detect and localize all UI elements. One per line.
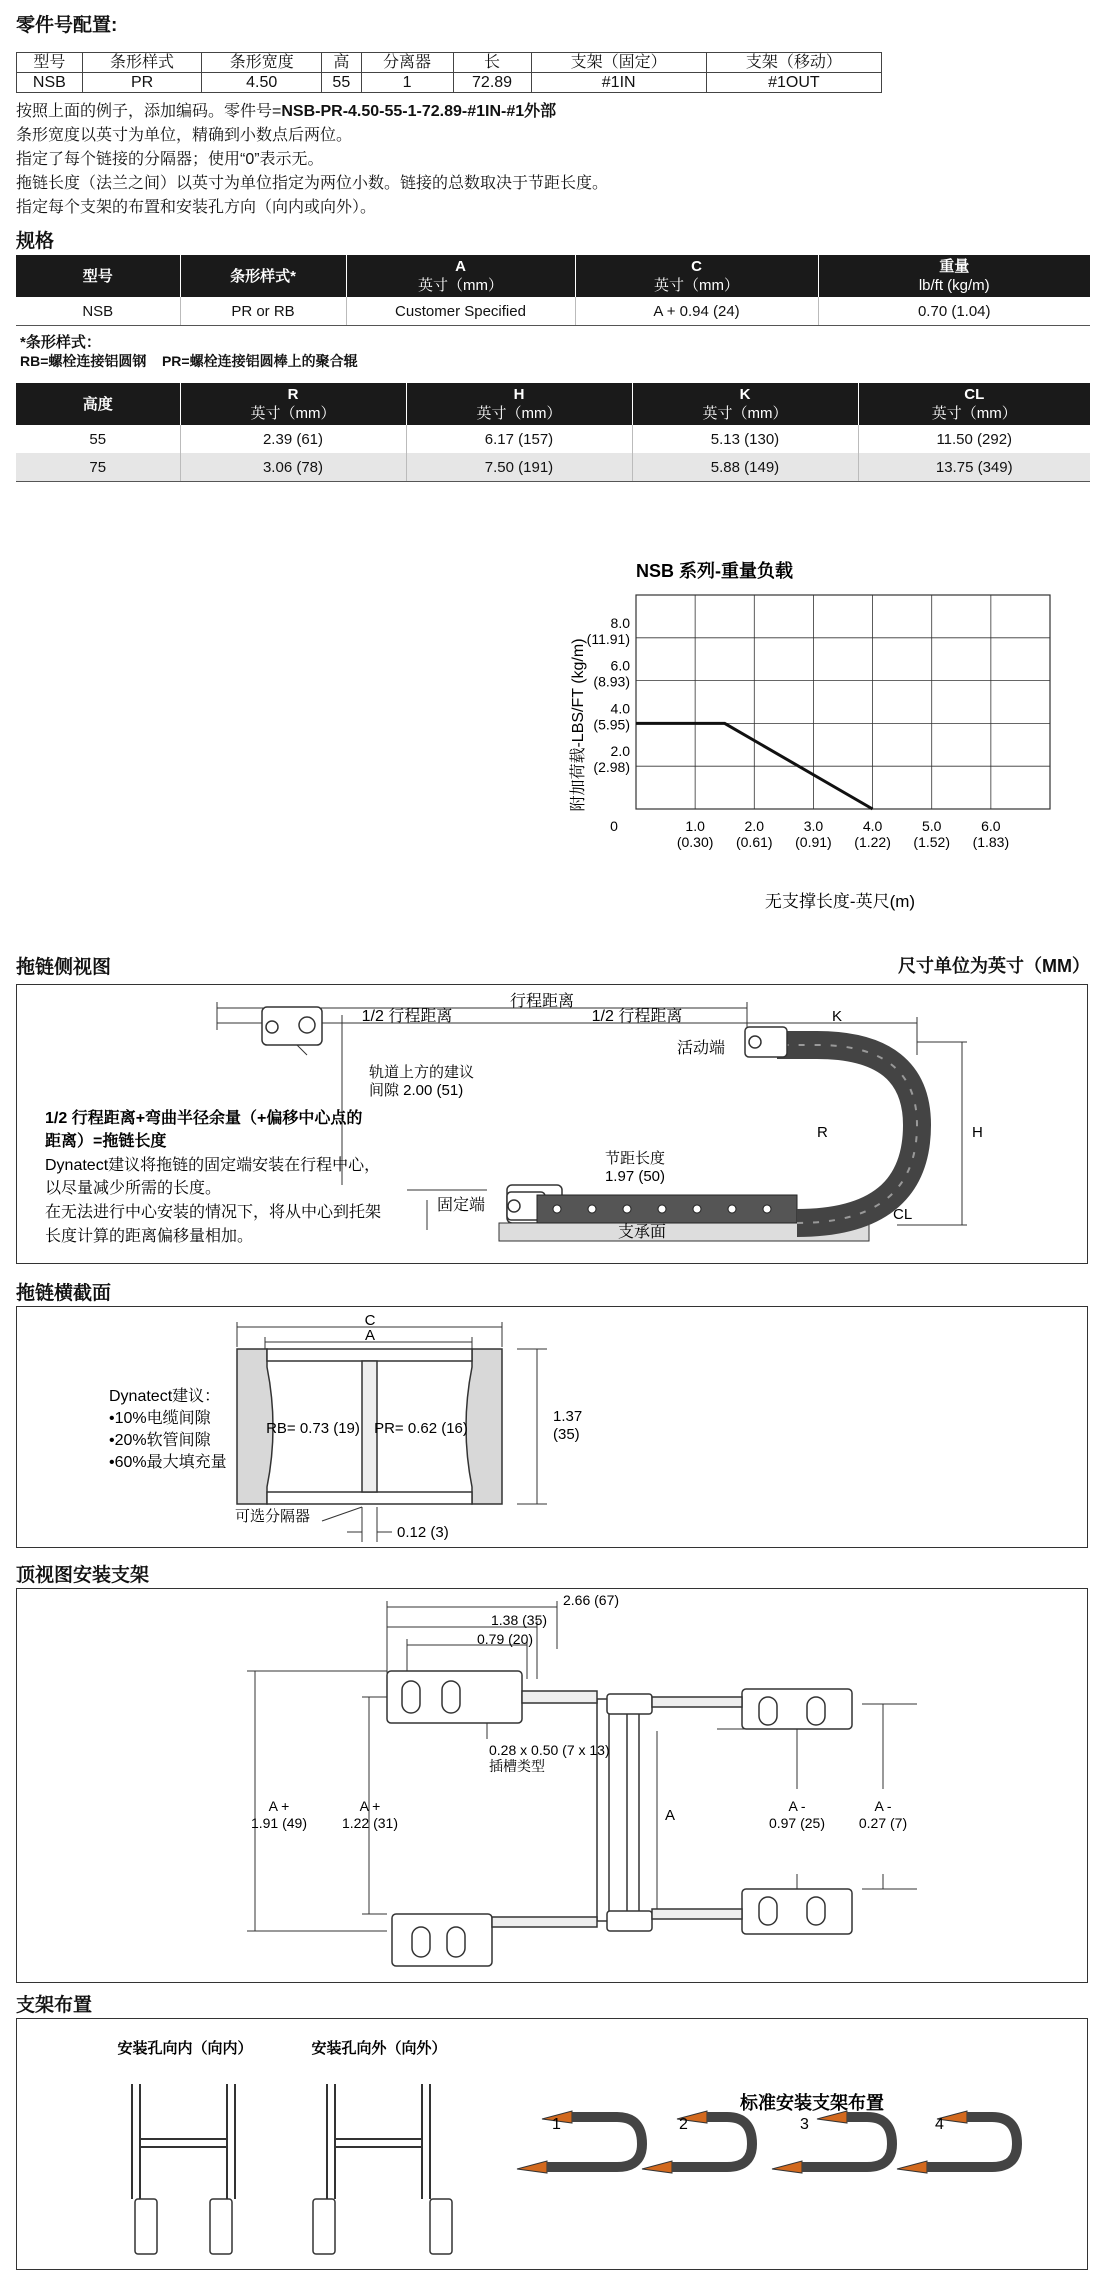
x-tick-label: 4.0 xyxy=(862,818,883,834)
pn-note-1: 条形宽度以英寸为单位，精确到小数点后两位。 xyxy=(16,127,353,144)
pn-value-7: #1OUT xyxy=(706,73,881,93)
chart-x-label: 无支撑长度-英尺(m) xyxy=(764,892,916,911)
k-label: K xyxy=(831,1008,843,1025)
pn-header-6: 支架（固定） xyxy=(531,53,706,73)
clearance-label-2: 间隙 2.00 (51) xyxy=(369,1082,464,1099)
dim-1-38: 1.38 (35) xyxy=(491,1612,548,1628)
bracket-layout-diagram xyxy=(17,2019,1087,2269)
spec1-header-4: 重量 lb/ft (kg/m) xyxy=(818,255,1090,297)
clearance-label-1: 轨道上方的建议 xyxy=(369,1064,475,1081)
spec-table-2 xyxy=(16,383,1090,482)
y-tick-label: 6.0 xyxy=(610,657,630,674)
cross-section-box xyxy=(16,1306,1088,1548)
spec2-cell: 3.06 (78) xyxy=(180,453,406,482)
part-number-heading: 零件号配置: xyxy=(16,15,118,36)
layout-number-2: 2 xyxy=(679,2116,688,2133)
chart-y-label: 附加荷载-LBS/FT (kg/m) xyxy=(570,638,587,812)
spec1-header-1: 条形样式* xyxy=(180,255,346,297)
cl-label: CL xyxy=(893,1206,913,1223)
specs-heading: 规格 xyxy=(16,231,55,252)
spec2-header-1: R 英寸（mm） xyxy=(180,383,406,425)
side-view-heading: 拖链侧视图 xyxy=(16,957,112,978)
spec1-cell: 0.70 (1.04) xyxy=(818,297,1090,326)
spec2-row xyxy=(16,425,1090,453)
pn-value-1: PR xyxy=(82,73,202,93)
r-label: R xyxy=(817,1124,828,1141)
moving-end-label: 活动端 xyxy=(677,1040,726,1057)
origin-label: 0 xyxy=(610,818,618,834)
slot-type-label: 插槽类型 xyxy=(489,1758,545,1774)
pn-note-2: 指定了每个链接的分隔器；使用“0”表示无。 xyxy=(16,151,324,168)
rec-item-hose: •20%软管间隙 xyxy=(109,1432,211,1449)
pn-value-6: #1IN xyxy=(531,73,706,93)
x-tick-sublabel: (1.22) xyxy=(854,834,891,850)
separator-width-label: 0.12 (3) xyxy=(397,1524,449,1541)
pn-value-5: 72.89 xyxy=(453,73,531,93)
bar-style-note: RB=螺栓连接铝圆钢 PR=螺栓连接铝圆棒上的聚合辊 xyxy=(20,353,358,369)
bracket-layout-heading: 支架布置 xyxy=(16,1995,93,2016)
layout-number-3: 3 xyxy=(800,2116,809,2133)
spec2-header-3: K 英寸（mm） xyxy=(632,383,858,425)
spec2-cell: 5.88 (149) xyxy=(632,453,858,482)
spec2-cell: 6.17 (157) xyxy=(406,425,632,453)
pn-note-0: 按照上面的例子，添加编码。零件号=NSB-PR-4.50-55-1-72.89-#1IN-#1外部 xyxy=(16,103,557,120)
pitch-label-1: 节距长度 xyxy=(604,1150,666,1167)
pn-note-3: 拖链长度（法兰之间）以英寸为单位指定为两位小数。链接的总数取决于节距长度。 xyxy=(16,175,609,192)
travel-distance-label: 行程距离 xyxy=(509,993,575,1010)
pr-label: PR= 0.62 (16) xyxy=(374,1420,468,1437)
support-surface-label: 支承面 xyxy=(617,1224,667,1241)
spec1-row xyxy=(16,297,1090,326)
separator-label: 可选分隔器 xyxy=(235,1508,311,1525)
rec-item-fill: •60%最大填充量 xyxy=(109,1454,227,1471)
a-minus-027-line2: 0.27 (7) xyxy=(858,1815,908,1831)
a-minus-097-line1: A - xyxy=(788,1798,806,1814)
spec1-header-3: C 英寸（mm） xyxy=(575,255,818,297)
part-number-notes xyxy=(16,100,608,220)
pn-header-7: 支架（移动） xyxy=(706,53,881,73)
h-label: H xyxy=(972,1124,983,1141)
chart-frame xyxy=(636,595,1050,809)
x-tick-sublabel: (0.30) xyxy=(676,834,714,850)
recommendation-line-1: Dynatect建议将拖链的固定端安装在行程中心， xyxy=(45,1157,381,1174)
spec1-cell: PR or RB xyxy=(180,297,346,326)
a-label-top-view: A xyxy=(665,1807,676,1824)
recommendation-line-2: 以尽量减少所需的长度。 xyxy=(45,1180,222,1197)
c-label: C xyxy=(364,1312,376,1329)
spec1-header-2: A 英寸（mm） xyxy=(346,255,575,297)
spec2-cell: 13.75 (349) xyxy=(858,453,1090,482)
side-view-diagram xyxy=(17,985,1087,1263)
side-view-box xyxy=(16,984,1088,1264)
spec2-cell: 7.50 (191) xyxy=(406,453,632,482)
x-tick-sublabel: (0.61) xyxy=(735,834,773,850)
pn-header-1: 条形样式 xyxy=(82,53,202,73)
bar-style-note-title: *条形样式： xyxy=(20,334,101,351)
spec2-cell: 11.50 (292) xyxy=(858,425,1090,453)
half-travel-label-left: 1/2 行程距离 xyxy=(361,1008,453,1025)
rec-item-cable: •10%电缆间隙 xyxy=(109,1410,211,1427)
pn-header-3: 高 xyxy=(322,53,362,73)
spec1-cell: Customer Specified xyxy=(346,297,575,326)
pn-value-2: 4.50 xyxy=(202,73,322,93)
weight-load-chart xyxy=(560,555,1106,925)
pn-value-4: 1 xyxy=(361,73,453,93)
pn-header-4: 分离器 xyxy=(361,53,453,73)
recommendation-line-4: 长度计算的距离偏移量相加。 xyxy=(45,1228,254,1245)
recommendation-line-3: 在无法进行中心安装的情况下，将从中心到托架 xyxy=(45,1204,382,1221)
outward-label: 安装孔向外（向外） xyxy=(311,2040,447,2057)
standard-layout-label: 标准安装支架布置 xyxy=(740,2093,884,2113)
x-tick-label: 1.0 xyxy=(685,818,705,834)
pn-header-2: 条形宽度 xyxy=(202,53,322,73)
y-tick-sublabel: (2.98) xyxy=(593,759,630,776)
x-tick-label: 6.0 xyxy=(981,818,1001,834)
spec2-header-0: 高度 xyxy=(16,383,180,425)
dim-2-66: 2.66 (67) xyxy=(563,1592,620,1608)
chart-ticks xyxy=(587,615,1009,850)
top-view-heading: 顶视图安装支架 xyxy=(16,1565,150,1586)
pn-header-0: 型号 xyxy=(17,53,83,73)
pn-note-4: 指定每个支架的布置和安装孔方向（向内或向外）。 xyxy=(16,199,377,216)
pitch-label-2: 1.97 (50) xyxy=(604,1168,666,1185)
height-label-2: (35) xyxy=(553,1426,580,1443)
x-tick-sublabel: (1.83) xyxy=(972,834,1010,850)
bracket-layout-box xyxy=(16,2018,1088,2270)
spec2-cell: 5.13 (130) xyxy=(632,425,858,453)
a-plus-122-line2: 1.22 (31) xyxy=(341,1815,399,1831)
y-tick-sublabel: (5.95) xyxy=(593,716,630,733)
chart-title: NSB 系列-重量负载 xyxy=(636,561,793,581)
formula-line-1: 1/2 行程距离+弯曲半径余量（+偏移中心点的 xyxy=(45,1110,363,1127)
x-tick-label: 5.0 xyxy=(921,818,942,834)
cross-section-diagram xyxy=(17,1307,1087,1547)
a-plus-191-line1: A + xyxy=(268,1798,290,1814)
y-tick-sublabel: (8.93) xyxy=(593,673,630,690)
cross-section-heading: 拖链横截面 xyxy=(16,1283,112,1304)
a-label: A xyxy=(364,1327,376,1344)
units-note: 尺寸单位为英寸（MM） xyxy=(898,956,1090,976)
chart-grid xyxy=(636,595,1050,809)
height-label-1: 1.37 xyxy=(553,1408,583,1425)
x-tick-label: 3.0 xyxy=(803,818,824,834)
pn-value-3: 55 xyxy=(322,73,362,93)
a-minus-027-line1: A - xyxy=(874,1798,892,1814)
dynatect-rec-title: Dynatect建议： xyxy=(109,1388,221,1405)
a-plus-191-line2: 1.91 (49) xyxy=(250,1815,308,1831)
x-tick-sublabel: (1.52) xyxy=(913,834,951,850)
spec2-header-4: CL 英寸（mm） xyxy=(858,383,1090,425)
fixed-end-label: 固定端 xyxy=(437,1197,486,1214)
x-tick-sublabel: (0.91) xyxy=(795,834,832,850)
y-tick-sublabel: (11.91) xyxy=(586,630,630,647)
pn-header-5: 长 xyxy=(453,53,531,73)
top-view-box xyxy=(16,1588,1088,1983)
slot-size-label: 0.28 x 0.50 (7 x 13) xyxy=(489,1742,610,1758)
spec-table-1 xyxy=(16,255,1090,326)
pn-value-0: NSB xyxy=(17,73,83,93)
spec1-cell: NSB xyxy=(16,297,180,326)
dim-0-79: 0.79 (20) xyxy=(477,1631,534,1647)
top-view-diagram xyxy=(17,1589,1087,1982)
formula-line-2: 距离）=拖链长度 xyxy=(45,1133,167,1150)
spec2-row xyxy=(16,453,1090,482)
inward-label: 安装孔向内（向内） xyxy=(117,2040,253,2057)
part-number-table xyxy=(16,52,882,93)
a-minus-097-line2: 0.97 (25) xyxy=(768,1815,826,1831)
x-tick-label: 2.0 xyxy=(744,818,765,834)
layout-number-1: 1 xyxy=(552,2116,561,2133)
spec2-cell: 55 xyxy=(16,425,180,453)
y-tick-label: 4.0 xyxy=(610,700,630,717)
rb-label: RB= 0.73 (19) xyxy=(266,1420,360,1437)
half-travel-label-right: 1/2 行程距离 xyxy=(591,1008,683,1025)
y-tick-label: 2.0 xyxy=(610,743,630,760)
spec2-header-2: H 英寸（mm） xyxy=(406,383,632,425)
layout-number-4: 4 xyxy=(935,2116,944,2133)
spec2-cell: 75 xyxy=(16,453,180,482)
spec1-cell: A + 0.94 (24) xyxy=(575,297,818,326)
spec1-header-0: 型号 xyxy=(16,255,180,297)
a-plus-122-line1: A + xyxy=(359,1798,381,1814)
spec2-cell: 2.39 (61) xyxy=(180,425,406,453)
y-tick-label: 8.0 xyxy=(610,614,630,631)
